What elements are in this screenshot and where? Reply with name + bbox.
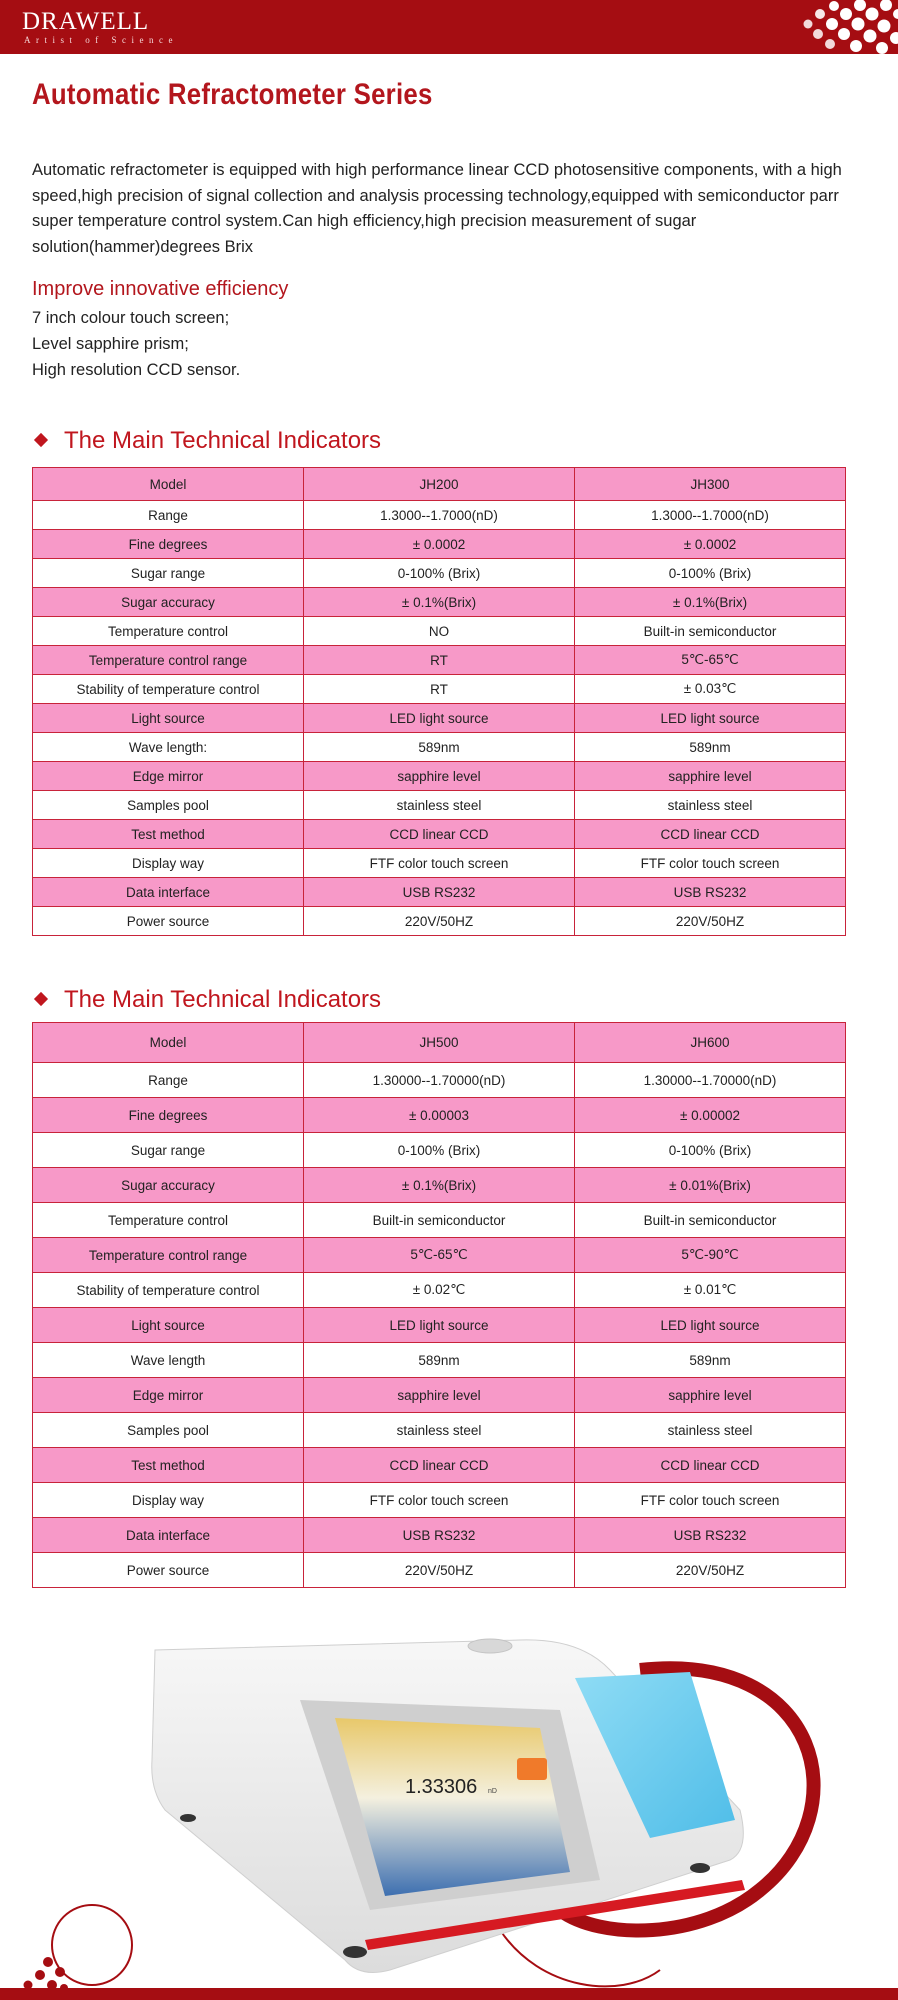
table-cell-label: Samples pool <box>33 1413 304 1448</box>
section-heading-text: The Main Technical Indicators <box>64 986 382 1013</box>
table-row <box>33 1098 846 1133</box>
table-cell-value: Built-in semiconductor <box>575 1203 846 1238</box>
table-row <box>33 791 846 820</box>
spec-table-body <box>33 468 846 936</box>
table-row <box>33 762 846 791</box>
table-cell-value: 220V/50HZ <box>304 907 575 936</box>
table-cell-value: 5℃-65℃ <box>575 646 846 675</box>
table-cell-value: JH500 <box>304 1023 575 1063</box>
table-cell-value: 1.30000--1.70000(nD) <box>575 1063 846 1098</box>
page-title: Automatic Refractometer Series <box>32 78 433 111</box>
table-cell-value: ± 0.0002 <box>575 530 846 559</box>
table-row <box>33 675 846 704</box>
table-cell-value: RT <box>304 646 575 675</box>
table-cell-value: sapphire level <box>575 762 846 791</box>
brand-tagline: Artist of Science <box>24 35 178 45</box>
table-cell-value: JH200 <box>304 468 575 501</box>
table-cell-value: FTF color touch screen <box>575 849 846 878</box>
table-cell-value: 220V/50HZ <box>575 1553 846 1588</box>
table-cell-label: Sugar accuracy <box>33 1168 304 1203</box>
table-cell-value: ± 0.00003 <box>304 1098 575 1133</box>
table-cell-value: FTF color touch screen <box>304 1483 575 1518</box>
table-cell-value: ± 0.01℃ <box>575 1273 846 1308</box>
table-cell-value: 5℃-65℃ <box>304 1238 575 1273</box>
table-cell-value: JH600 <box>575 1023 846 1063</box>
table-cell-value: Built-in semiconductor <box>575 617 846 646</box>
table-cell-label: Data interface <box>33 1518 304 1553</box>
table-cell-value: sapphire level <box>304 1378 575 1413</box>
table-cell-label: Fine degrees <box>33 1098 304 1133</box>
table-cell-label: Test method <box>33 1448 304 1483</box>
table-row <box>33 1413 846 1448</box>
table-row <box>33 1553 846 1588</box>
table-cell-value: 0-100% (Brix) <box>304 559 575 588</box>
table-cell-value: FTF color touch screen <box>575 1483 846 1518</box>
table-cell-label: Sugar accuracy <box>33 588 304 617</box>
table-row <box>33 1308 846 1343</box>
table-cell-value: 0-100% (Brix) <box>575 1133 846 1168</box>
table-row <box>33 1133 846 1168</box>
table-cell-value: 1.3000--1.7000(nD) <box>304 501 575 530</box>
table-cell-label: Range <box>33 501 304 530</box>
section-heading-2 <box>32 986 381 1014</box>
table-cell-label: Model <box>33 1023 304 1063</box>
table-row <box>33 878 846 907</box>
table-row <box>33 1518 846 1553</box>
table-row <box>33 849 846 878</box>
footer-bar <box>0 1988 898 2000</box>
table-cell-label: Temperature control range <box>33 646 304 675</box>
table-cell-value: stainless steel <box>575 791 846 820</box>
table-cell-value: CCD linear CCD <box>575 820 846 849</box>
table-cell-value: 589nm <box>575 1343 846 1378</box>
feature-item-1: 7 inch colour touch screen; <box>32 309 230 327</box>
table-cell-value: 220V/50HZ <box>575 907 846 936</box>
table-cell-label: Display way <box>33 849 304 878</box>
table-cell-value: 5℃-90℃ <box>575 1238 846 1273</box>
table-cell-label: Light source <box>33 1308 304 1343</box>
table-row <box>33 530 846 559</box>
header-bar <box>0 0 898 54</box>
table-cell-value: 0-100% (Brix) <box>575 559 846 588</box>
spec-table-jh500-jh600 <box>32 1022 846 1588</box>
table-cell-value: ± 0.1%(Brix) <box>304 1168 575 1203</box>
table-cell-label: Temperature control <box>33 617 304 646</box>
table-cell-value: ± 0.0002 <box>304 530 575 559</box>
table-row <box>33 1483 846 1518</box>
device-screen-reading: 1.33306 <box>405 1776 478 1798</box>
table-cell-value: ± 0.1%(Brix) <box>575 588 846 617</box>
table-cell-label: Model <box>33 468 304 501</box>
table-cell-value: RT <box>304 675 575 704</box>
table-cell-label: Fine degrees <box>33 530 304 559</box>
table-cell-value: 1.3000--1.7000(nD) <box>575 501 846 530</box>
brand-logo[interactable]: DRAWELL <box>22 8 150 35</box>
table-cell-value: CCD linear CCD <box>304 820 575 849</box>
table-cell-label: Display way <box>33 1483 304 1518</box>
table-cell-value: stainless steel <box>575 1413 846 1448</box>
table-cell-label: Light source <box>33 704 304 733</box>
table-cell-label: Sugar range <box>33 559 304 588</box>
table-cell-value: CCD linear CCD <box>304 1448 575 1483</box>
table-row <box>33 820 846 849</box>
table-cell-value: sapphire level <box>304 762 575 791</box>
table-row <box>33 1343 846 1378</box>
table-row <box>33 1203 846 1238</box>
table-row <box>33 1238 846 1273</box>
table-cell-value: 589nm <box>575 733 846 762</box>
table-row <box>33 907 846 936</box>
table-row <box>33 1273 846 1308</box>
table-cell-label: Temperature control range <box>33 1238 304 1273</box>
table-cell-value: JH300 <box>575 468 846 501</box>
diamond-bullet-icon <box>34 992 48 1006</box>
table-row <box>33 646 846 675</box>
table-cell-label: Samples pool <box>33 791 304 820</box>
table-cell-value: ± 0.1%(Brix) <box>304 588 575 617</box>
table-cell-label: Temperature control <box>33 1203 304 1238</box>
spec-table-jh200-jh300 <box>32 467 846 936</box>
section-heading-1 <box>32 427 381 455</box>
table-row <box>33 1378 846 1413</box>
device-screen-unit: nD <box>488 1788 497 1795</box>
table-row <box>33 733 846 762</box>
table-cell-value: NO <box>304 617 575 646</box>
table-cell-value: ± 0.01%(Brix) <box>575 1168 846 1203</box>
table-cell-value: USB RS232 <box>304 878 575 907</box>
table-cell-value: ± 0.03℃ <box>575 675 846 704</box>
table-cell-label: Data interface <box>33 878 304 907</box>
table-row <box>33 1063 846 1098</box>
feature-item-3: High resolution CCD sensor. <box>32 361 241 379</box>
section-heading-text: The Main Technical Indicators <box>64 427 382 454</box>
table-row <box>33 1168 846 1203</box>
table-cell-value: FTF color touch screen <box>304 849 575 878</box>
table-cell-label: Sugar range <box>33 1133 304 1168</box>
table-cell-value: USB RS232 <box>575 1518 846 1553</box>
table-cell-value: CCD linear CCD <box>575 1448 846 1483</box>
table-cell-value: Built-in semiconductor <box>304 1203 575 1238</box>
table-cell-value: stainless steel <box>304 791 575 820</box>
table-cell-value: 0-100% (Brix) <box>304 1133 575 1168</box>
spec-table-body <box>33 1023 846 1588</box>
table-cell-value: LED light source <box>304 704 575 733</box>
table-cell-value: ± 0.00002 <box>575 1098 846 1133</box>
table-cell-value: 220V/50HZ <box>304 1553 575 1588</box>
table-cell-label: Wave length: <box>33 733 304 762</box>
table-cell-value: LED light source <box>304 1308 575 1343</box>
table-cell-label: Power source <box>33 907 304 936</box>
table-cell-label: Range <box>33 1063 304 1098</box>
table-cell-label: Power source <box>33 1553 304 1588</box>
decorative-dots-icon <box>788 0 898 54</box>
table-cell-value: USB RS232 <box>575 878 846 907</box>
table-row <box>33 559 846 588</box>
table-cell-value: 1.30000--1.70000(nD) <box>304 1063 575 1098</box>
table-row <box>33 1448 846 1483</box>
feature-heading: Improve innovative efficiency <box>32 278 289 300</box>
table-cell-value: stainless steel <box>304 1413 575 1448</box>
table-cell-value: sapphire level <box>575 1378 846 1413</box>
table-cell-value: 589nm <box>304 1343 575 1378</box>
table-cell-label: Wave length <box>33 1343 304 1378</box>
table-cell-value: 589nm <box>304 733 575 762</box>
refractometer-product-image <box>0 1610 898 2000</box>
table-cell-value: USB RS232 <box>304 1518 575 1553</box>
table-header-row <box>33 468 846 501</box>
table-cell-value: LED light source <box>575 1308 846 1343</box>
table-cell-label: Edge mirror <box>33 1378 304 1413</box>
feature-item-2: Level sapphire prism; <box>32 335 189 353</box>
table-cell-label: Test method <box>33 820 304 849</box>
table-cell-label: Edge mirror <box>33 762 304 791</box>
diamond-bullet-icon <box>34 433 48 447</box>
table-cell-value: LED light source <box>575 704 846 733</box>
table-row <box>33 617 846 646</box>
table-cell-label: Stability of temperature control <box>33 1273 304 1308</box>
table-row <box>33 588 846 617</box>
table-cell-label: Stability of temperature control <box>33 675 304 704</box>
table-header-row <box>33 1023 846 1063</box>
table-row <box>33 704 846 733</box>
intro-paragraph: Automatic refractometer is equipped with high performance linear CCD photosensitive components, with a high speed,high precision of signal collection and analysis processing technology,equipped with semiconductor parr super temperature control system.Can high efficiency,high precision measurement of sugar solution(hammer)degrees Brix <box>32 161 842 256</box>
table-cell-value: ± 0.02℃ <box>304 1273 575 1308</box>
table-row <box>33 501 846 530</box>
